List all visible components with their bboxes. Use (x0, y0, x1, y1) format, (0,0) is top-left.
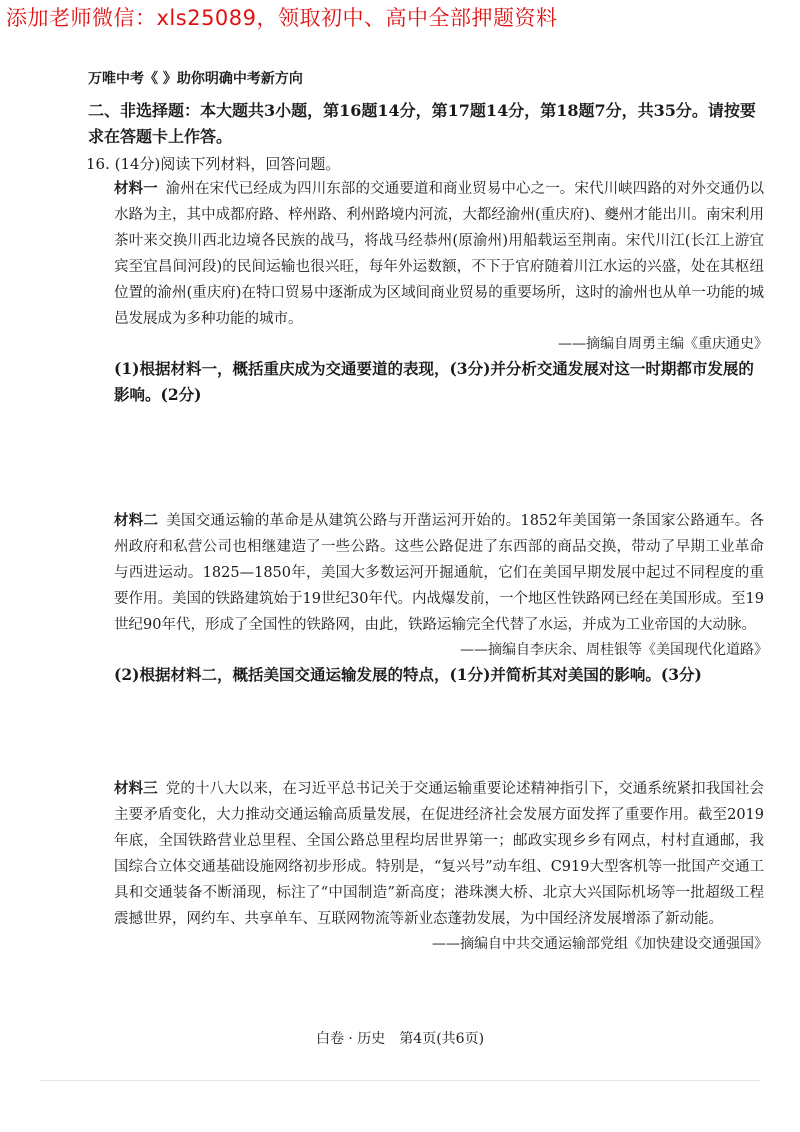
promo-banner: 添加老师微信：xls25089，领取初中、高中全部押题资料 (6, 6, 558, 30)
material-2 (114, 508, 764, 638)
question-heading: 16. (14分)阅读下列材料，回答问题。 (86, 155, 341, 173)
bottom-divider (40, 1080, 760, 1081)
material-source: ——摘编自中共交通运输部党组《加快建设交通强国》 (432, 936, 768, 952)
material-1 (114, 176, 764, 332)
sub-question-2: (2)根据材料二，概括美国交通运输发展的特点，(1分)并简析其对美国的影响。(3分) (114, 665, 702, 684)
material-text: 美国交通运输的革命是从建筑公路与开凿运河开始的。1852年美国第一条国家公路通车。各州政府和私营公司也相继建造了一些公路。这些公路促进了东西部的商品交换，带动了早期工业革命与西进运动。1825—1850年，美国大多数运河开掘通航，它们在美国早期发展中起过不同程度的重要作用。美国的铁路建筑始于19世纪30年代。内战爆发前，一个地区性铁路网已经在美国形成。至19世纪90年代，形成了全国性的铁路网，由此，铁路运输完全代替了水运，并成为工业帝国的大动脉。 (114, 513, 764, 633)
section-title: 二、非选择题：本大题共3小题，第16题14分，第17题14分，第18题7分，共35分。请按要求在答题卡上作答。 (88, 101, 756, 146)
material-label: 材料一 (114, 180, 158, 197)
answer-space (88, 688, 768, 776)
answer-space (88, 408, 768, 508)
sub-question-1: (1)根据材料一，概括重庆成为交通要道的表现，(3分)并分析交通发展对这一时期都市发展的影响。(2分) (114, 359, 754, 404)
material-label: 材料三 (114, 780, 158, 797)
material-text: 党的十八大以来，在习近平总书记关于交通运输重要论述精神指引下，交通系统紧扣我国社会主要矛盾变化，大力推动交通运输高质量发展，在促进经济社会发展方面发挥了重要作用。截至2019年底，全国铁路营业总里程、全国公路总里程均居世界第一；邮政实现乡乡有网点，村村直通邮，我国综合立体交通基础设施网络初步形成。特别是，“复兴号”动车组、C919大型客机等一批国产交通工具和交通装备不断涌现，标注了“中国制造”新高度；港珠澳大桥、北京大兴国际机场等一批超级工程震撼世界，网约车、共享单车、互联网物流等新业态蓬勃发展，为中国经济发展增添了新动能。 (114, 781, 764, 927)
material-text: 渝州在宋代已经成为四川东部的交通要道和商业贸易中心之一。宋代川峡四路的对外交通仍以水路为主，其中成都府路、梓州路、利州路境内河流，大都经渝州(重庆府)、夔州才能出川。南宋利用茶叶来交换川西北边境各民族的战马，将战马经恭州(原渝州)用船载运至荆南。宋代川江(长江上游宜宾至宜昌间河段)的民间运输也很兴旺，每年外运数额，不下于官府随着川江水运的兴盛，处在其枢纽位置的渝州(重庆府)在特口贸易中逐渐成为区域间商业贸易的重要场所，这时的渝州也从单一功能的城邑发展成为多种功能的城市。 (114, 181, 764, 327)
page-footer: 白卷 · 历史 第4页(共6页) (315, 1031, 485, 1047)
material-label: 材料二 (114, 512, 159, 529)
exam-page (88, 68, 768, 956)
material-source: ——摘编自李庆余、周桂银等《美国现代化道路》 (460, 642, 768, 658)
material-source: ——摘编自周勇主编《重庆通史》 (558, 336, 768, 352)
material-3 (114, 776, 764, 932)
page-header: 万唯中考《 》助你明确中考新方向 (88, 71, 303, 87)
